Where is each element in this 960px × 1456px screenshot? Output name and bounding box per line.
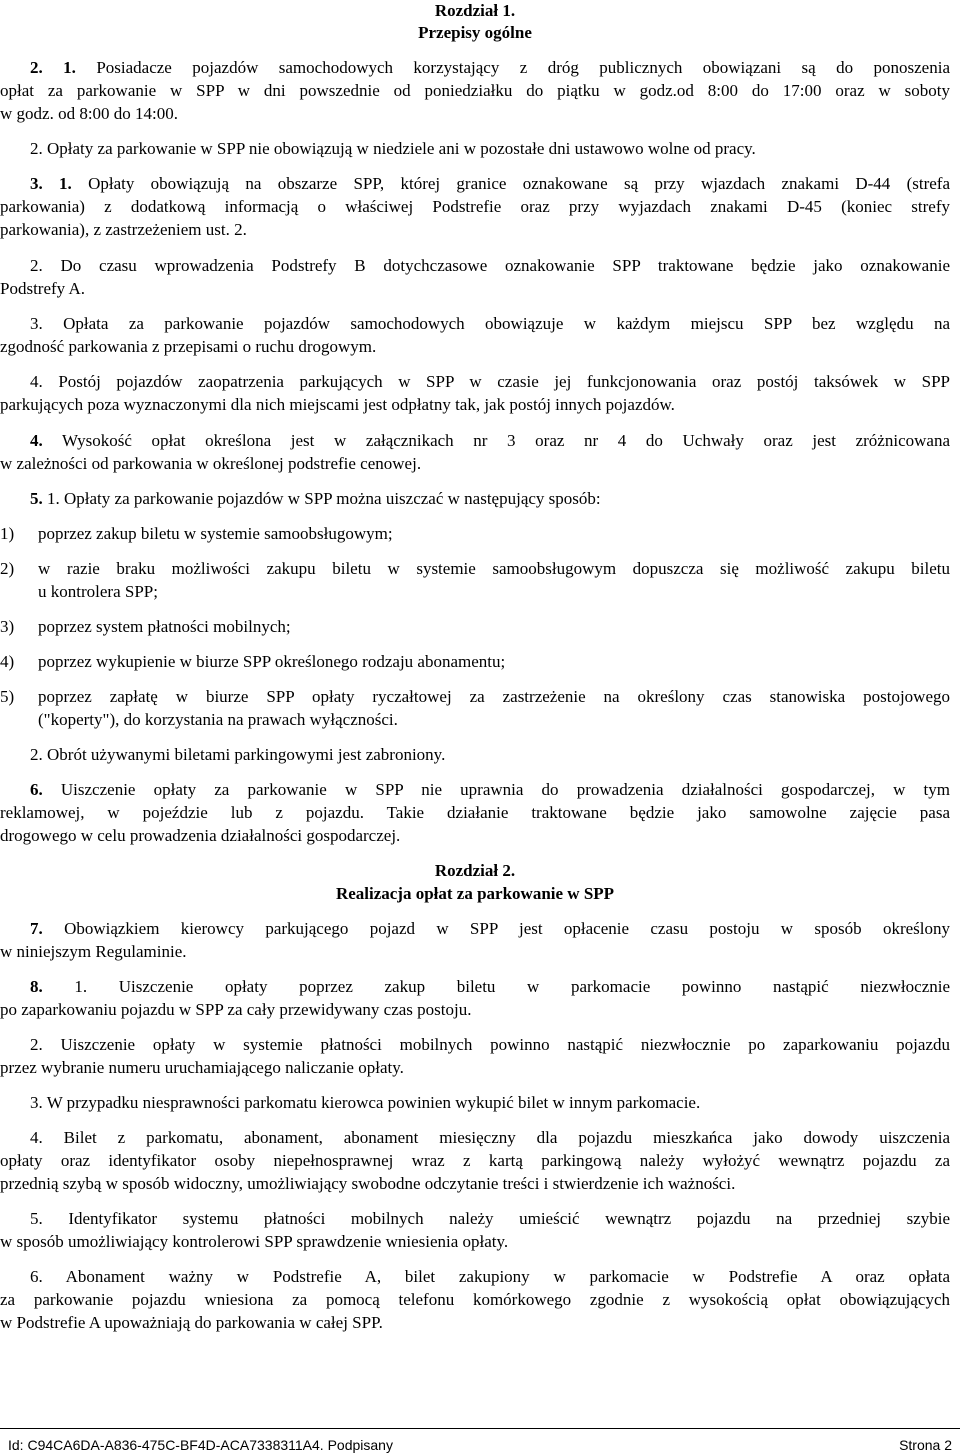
section-number: 2. 1.	[30, 58, 76, 77]
section-number: 3. 1.	[30, 174, 72, 193]
list-item-number: 2)	[0, 559, 15, 578]
section-6-line-2: reklamowej, w pojeździe lub z pojazdu. Takie działanie traktowane będzie jako samowolne zajęcie pasa	[0, 803, 950, 822]
paragraph-text: Postój pojazdów zaopatrzenia parkujących w SPP w czasie jej funkcjonowania oraz postój taksówek w SPP	[42, 372, 950, 391]
paragraph-text: Obrót używanymi biletami parkingowymi jest zabroniony.	[42, 745, 446, 764]
list-item-text: poprzez zapłatę w biurze SPP opłaty ryczałtowej za zastrzeżenie na określony czas stanowiska postojowego	[38, 687, 950, 706]
paragraph-text: Opłaty za parkowanie w SPP nie obowiązują w niedziele ani w pozostałe dni ustawowo wolne od pracy.	[42, 139, 756, 158]
section-3-line-2: parkowania) z dodatkową informacją o właściwej Podstrefie oraz przy wyjazdach znakami D-45 (koniec strefy	[0, 197, 950, 216]
section-8-paragraph-6-line-3: w Podstrefie A upoważniają do parkowania w całej SPP.	[0, 1313, 383, 1332]
section-8-line-1	[30, 976, 950, 998]
chapter-1-title: Rozdział 1.	[434, 1, 516, 20]
paragraph-number: 1.	[42, 489, 60, 508]
paragraph-text: Opłaty za parkowanie pojazdów w SPP można uiszczać w następujący sposób:	[59, 489, 601, 508]
list-item-text: ("koperty"), do korzystania na prawach wyłączności.	[38, 710, 398, 729]
chapter-2-title: Rozdział 2.	[434, 861, 516, 880]
list-item-text: w razie braku możliwości zakupu biletu w systemie samoobsługowym dopuszcza się możliwość zakupu biletu	[38, 559, 950, 578]
list-item-number: 5)	[0, 687, 15, 706]
section-8-paragraph-3: 3. W przypadku niesprawności parkomatu kierowca powinien wykupić bilet w innym parkomacie.	[30, 1093, 701, 1112]
page-number: Strona 2	[899, 1437, 952, 1453]
paragraph-text: Obowiązkiem kierowcy parkującego pojazd w SPP jest opłacenie czasu postoju w sposób określony	[42, 919, 950, 938]
section-number: 4.	[30, 431, 43, 450]
section-number: 5.	[30, 489, 43, 508]
section-6-line-1	[30, 779, 950, 801]
section-8-paragraph-4-line-1: 4. Bilet z parkomatu, abonament, abonament miesięczny dla pojazdu mieszkańca jako dowody uiszczenia	[30, 1128, 950, 1147]
section-3-paragraph-3-line-2: zgodność parkowania z przepisami o ruchu drogowym.	[0, 337, 377, 356]
section-3-paragraph-4-line-1	[30, 371, 950, 393]
paragraph-number: 1.	[42, 977, 88, 996]
section-2-line-3: w godz. od 8:00 do 14:00.	[0, 104, 179, 123]
section-3-line-3: parkowania), z zastrzeżeniem ust. 2.	[0, 220, 247, 239]
paragraph-text: Uiszczenie opłaty poprzez zakup biletu w parkomacie powinno nastąpić niezwłocznie	[87, 977, 951, 996]
paragraph-number: 2.	[30, 139, 43, 158]
section-8-paragraph-5-line-1: 5. Identyfikator systemu płatności mobilnych należy umieścić wewnątrz pojazdu na przedniej szybie	[30, 1209, 950, 1228]
paragraph-text: Opłata za parkowanie pojazdów samochodowych obowiązuje w każdym miejscu SPP bez względu na	[42, 314, 950, 333]
paragraph-text: Uiszczenie opłaty za parkowanie w SPP nie uprawnia do prowadzenia działalności gospodarczej, w tym	[42, 780, 950, 799]
section-3-line-1	[30, 173, 950, 195]
paragraph-number: 3.	[30, 314, 43, 333]
section-number: 8.	[30, 977, 43, 996]
section-8-paragraph-6-line-2: za parkowanie pojazdu wniesiona za pomocą telefonu komórkowego zgodnie z wysokością opłat obowiązujących	[0, 1290, 950, 1309]
paragraph-text: Do czasu wprowadzenia Podstrefy B dotychczasowe oznakowanie SPP traktowane będzie jako oznakowanie	[42, 256, 950, 275]
list-item-number: 1)	[0, 524, 15, 543]
section-number: 6.	[30, 780, 43, 799]
paragraph-number: 2.	[30, 256, 43, 275]
section-8-line-2: po zaparkowaniu pojazdu w SPP za cały przewidywany czas postoju.	[0, 1000, 472, 1019]
section-4-line-1	[30, 430, 950, 452]
document-id: Id: C94CA6DA-A836-475C-BF4D-ACA7338311A4. Podpisany	[8, 1437, 393, 1453]
section-3-paragraph-2-line-1	[30, 255, 950, 277]
section-3-paragraph-3-line-1	[30, 313, 950, 335]
chapter-1-subtitle: Przepisy ogólne	[418, 23, 532, 42]
list-item-text: poprzez wykupienie w biurze SPP określonego rodzaju abonamentu;	[38, 652, 506, 671]
paragraph-text: Posiadacze pojazdów samochodowych korzystający z dróg publicznych obowiązani są do ponoszenia	[75, 58, 951, 77]
section-8-paragraph-5-line-2: w sposób umożliwiający kontrolerowi SPP sprawdzenie wniesienia opłaty.	[0, 1232, 509, 1251]
section-2-paragraph-2	[30, 138, 950, 160]
paragraph-text: Opłaty obowiązują na obszarze SPP, której granice oznakowane są przy wjazdach znakami D-44 (strefa	[71, 174, 951, 193]
section-5-intro	[30, 488, 950, 510]
section-8-paragraph-2-line-1: 2. Uiszczenie opłaty w systemie płatności mobilnych powinno nastąpić niezwłocznie po zaparkowaniu pojazdu	[30, 1035, 950, 1054]
list-item-text: poprzez system płatności mobilnych;	[38, 617, 291, 636]
section-8-paragraph-6-line-1: 6. Abonament ważny w Podstrefie A, bilet zakupiony w parkomacie w Podstrefie A oraz opłata	[30, 1267, 950, 1286]
list-item-number: 3)	[0, 617, 15, 636]
paragraph-number: 4.	[30, 372, 43, 391]
list-item-text: u kontrolera SPP;	[38, 582, 158, 601]
section-3-paragraph-4-line-2: parkujących poza wyznaczonymi dla nich miejscami jest odpłatny tak, jak postój innych pojazdów.	[0, 395, 675, 414]
section-2-line-1	[30, 57, 950, 79]
section-7-line-2: w niniejszym Regulaminie.	[0, 942, 187, 961]
paragraph-number: 2.	[30, 745, 43, 764]
section-8-paragraph-4-line-3: przednią szybą w sposób widoczny, umożliwiający swobodne odczytanie treści i stwierdzenie ich ważności.	[0, 1174, 736, 1193]
section-8-paragraph-4-line-2: opłaty oraz identyfikator osoby niepełnosprawnej wraz z kartą parkingową należy wyłożyć wewnątrz pojazdu za	[0, 1151, 950, 1170]
section-3-paragraph-2-line-2: Podstrefy A.	[0, 279, 85, 298]
section-4-line-2: w zależności od parkowania w określonej podstrefie cenowej.	[0, 454, 422, 473]
section-2-line-2: opłat za parkowanie w SPP w dni powszednie od poniedziałku do piątku w godz.od 8:00 do 17:00 oraz w soboty	[0, 81, 950, 100]
paragraph-text: Wysokość opłat określona jest w załącznikach nr 3 oraz nr 4 do Uchwały oraz jest zróżnicowana	[42, 431, 950, 450]
section-5-paragraph-2	[30, 744, 950, 766]
chapter-2-subtitle: Realizacja opłat za parkowanie w SPP	[335, 884, 615, 903]
section-number: 7.	[30, 919, 43, 938]
section-6-line-3: drogowego w celu prowadzenia działalności gospodarczej.	[0, 826, 401, 845]
list-item-number: 4)	[0, 652, 15, 671]
section-8-paragraph-2-line-2: przez wybranie numeru uruchamiającego naliczanie opłaty.	[0, 1058, 404, 1077]
list-item-text: poprzez zakup biletu w systemie samoobsługowym;	[38, 524, 393, 543]
section-7-line-1	[30, 918, 950, 940]
footer-divider	[0, 1428, 960, 1429]
